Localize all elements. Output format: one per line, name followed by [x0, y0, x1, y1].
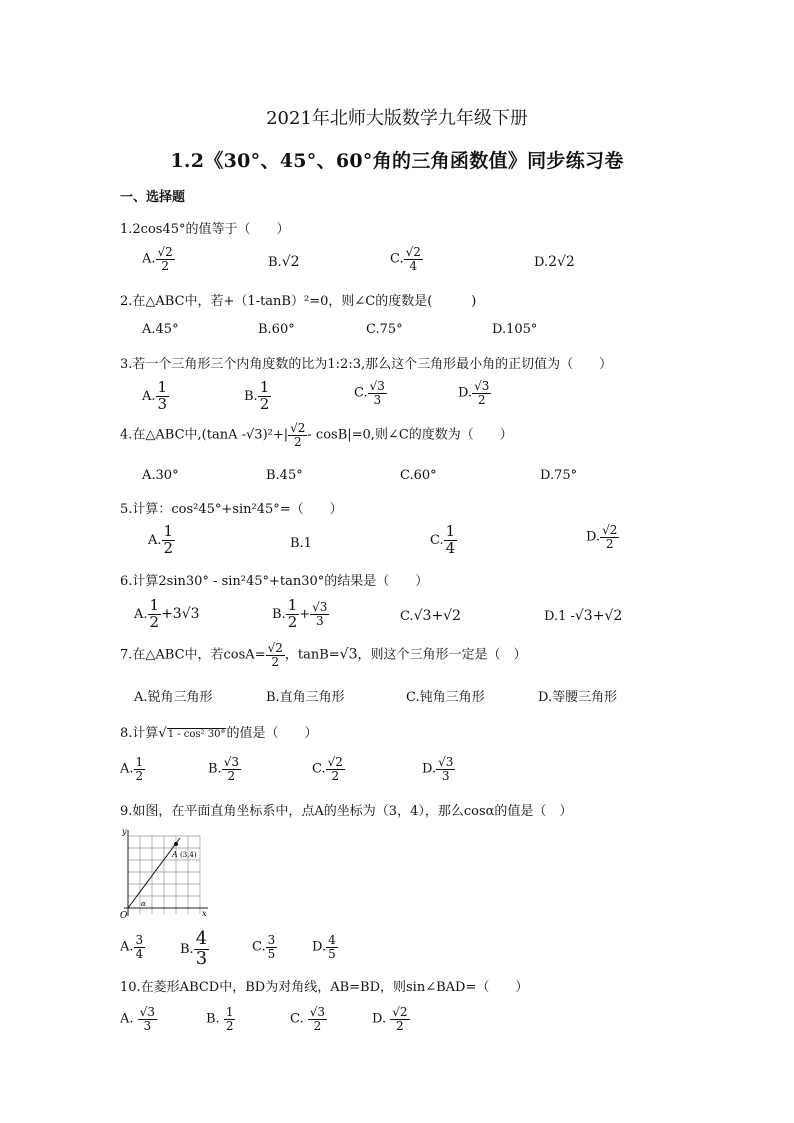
question-8-stem: 8.计算√1 - cos² 30°的值是（ ）	[120, 726, 318, 741]
q7-option-a: A.锐角三角形	[134, 690, 213, 705]
q1-option-b: B.√2	[268, 254, 300, 270]
q8-option-a: A. $\frac{1}{2}$	[120, 755, 144, 783]
question-2-stem: 2.在△ABC中，若+（1-tanB）²=0，则∠C的度数是( )	[120, 294, 477, 309]
q8-option-c: C. $\frac{√2}{2}$	[312, 755, 343, 783]
q4-option-d: D.75°	[540, 468, 578, 483]
q4-option-b: B.45°	[266, 468, 303, 483]
question-5-stem: 5.计算：cos²45°+sin²45°=（ ）	[120, 502, 343, 517]
alpha-label: α	[141, 900, 146, 908]
q10-option-d: D. $\frac{√2}{2}$	[372, 1005, 408, 1033]
y-axis-label: y	[122, 827, 127, 836]
point-a	[174, 842, 178, 846]
q2-option-b: B.60°	[258, 322, 295, 337]
q9-option-c: C. $\frac{3}{5}$	[252, 933, 276, 961]
q5-option-c: C. $\frac{1}{4}$	[430, 522, 456, 557]
document-subtitle: 1.2《30°、45°、60°角的三角函数值》同步练习卷	[170, 150, 624, 172]
section-heading: 一、选择题	[120, 190, 186, 205]
q1-option-c: C. $\frac{√2}{4}$	[390, 245, 421, 273]
q3-option-a: A. $\frac{1}{3}$	[142, 378, 168, 413]
q10-option-b: B. $\frac{1}{2}$	[206, 1005, 234, 1033]
q8-option-d: D. $\frac{√3}{3}$	[422, 755, 454, 783]
q6-option-c: C.√3+√2	[400, 608, 462, 624]
q3-option-d: D. $\frac{√3}{2}$	[458, 379, 490, 407]
q1-option-a: A. $\frac{√2}{2}$	[142, 245, 173, 273]
q7-option-d: D.等腰三角形	[538, 690, 618, 705]
point-a-coord: (3,4)	[180, 851, 197, 859]
q10-option-a: A. $\frac{√3}{3}$	[120, 1005, 155, 1033]
q2-option-d: D.105°	[492, 322, 538, 337]
document-title: 2021年北师大版数学九年级下册	[266, 108, 528, 129]
question-4-stem: 4.在△ABC中,(tanA -√3)²+| $\frac{√2}{2}$ - cosB|=0,则∠C的度数为（ ）	[120, 421, 513, 449]
question-9-stem: 9.如图，在平面直角坐标系中，点A的坐标为（3，4），那么cosα的值是（ ）	[120, 804, 573, 819]
q9-option-d: D. $\frac{4}{5}$	[312, 933, 336, 961]
q6-option-d: D.1 -√3+√2	[544, 608, 623, 624]
question-6-stem: 6.计算2sin30° - sin²45°+tan30°的结果是（ ）	[120, 574, 429, 589]
q9-option-a: A. $\frac{3}{4}$	[120, 933, 144, 961]
q5-option-a: A. $\frac{1}{2}$	[148, 522, 174, 557]
q10-option-c: C. $\frac{√3}{2}$	[290, 1005, 326, 1033]
ray-oa	[128, 838, 180, 908]
q9-option-b: B. $\frac{4}{3}$	[180, 928, 208, 969]
q2-option-c: C.75°	[366, 322, 403, 337]
q3-option-b: B. $\frac{1}{2}$	[244, 378, 270, 413]
point-a-label: A	[172, 850, 178, 859]
x-axis-label: x	[202, 909, 207, 918]
q5-option-b: B.1	[290, 536, 312, 551]
q3-option-c: C. $\frac{√3}{3}$	[354, 379, 385, 407]
q4-option-c: C.60°	[400, 468, 437, 483]
question-7-stem: 7.在△ABC中，若cosA= $\frac{√2}{2}$ ，tanB=√3，则这个三角形一定是（ ）	[120, 641, 527, 669]
q6-option-a: A. $\frac{1}{2}$ +3√3	[134, 596, 200, 631]
q8-option-b: B. $\frac{√3}{2}$	[208, 755, 239, 783]
question-3-stem: 3.若一个三角形三个内角度数的比为1:2:3,那么这个三角形最小角的正切值为（ ）	[120, 357, 613, 372]
q2-option-a: A.45°	[142, 322, 179, 337]
q1-option-d: D.2√2	[534, 254, 575, 270]
q6-option-b: B. $\frac{1}{2}$ + $\frac{√3}{3}$	[272, 596, 328, 631]
q7-option-c: C.钝角三角形	[406, 690, 485, 705]
q7-option-b: B.直角三角形	[266, 690, 345, 705]
q4-option-a: A.30°	[142, 468, 179, 483]
question-1-stem: 1.2cos45°的值等于（ ）	[120, 222, 290, 237]
grid	[128, 836, 200, 914]
origin-label: O	[120, 911, 128, 921]
coordinate-figure	[114, 824, 214, 924]
question-10-stem: 10.在菱形ABCD中，BD为对角线，AB=BD，则sin∠BAD=（ ）	[120, 980, 529, 995]
q5-option-d: D. $\frac{√2}{2}$	[586, 523, 618, 551]
